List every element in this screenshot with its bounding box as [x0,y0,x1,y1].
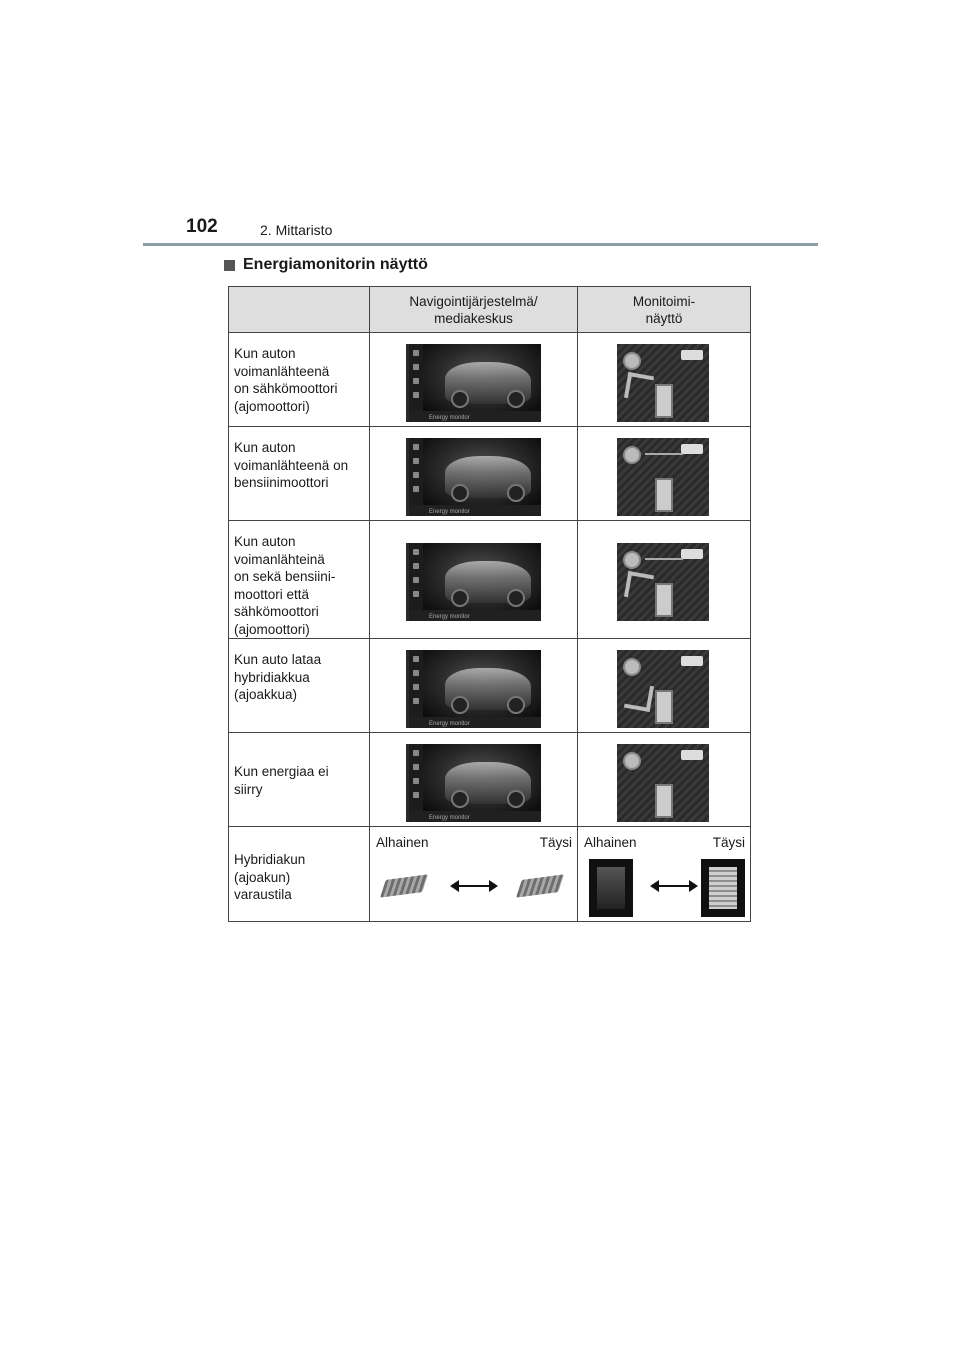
label-line: varaustila [234,887,292,902]
nav-battery-cell [370,827,578,922]
monitor-screen-cell [578,639,751,733]
label-line: sähkömoottori [234,604,319,619]
row-label [229,427,370,521]
monitor-battery-cell [578,827,751,922]
label-line: voimanlähteenä on [234,457,349,473]
battery-low-icon [380,874,428,897]
navigation-energy-monitor-image [406,543,541,621]
battery-low-icon [589,859,633,917]
label-line: (ajomoottori) [234,398,310,414]
page-number: 102 [186,216,218,237]
screen-caption: Energy monitor [429,509,470,515]
table-row [229,733,751,827]
screen-caption: Energy monitor [429,415,470,421]
full-label: Täysi [539,835,572,850]
row-label [229,827,370,922]
battery-full-icon [516,874,564,897]
label-line: Hybridiakun [234,852,306,867]
screen-caption: Energy monitor [429,721,470,727]
multi-display-energy-image [617,650,709,728]
navigation-energy-monitor-image [406,438,541,516]
multi-display-energy-image [617,344,709,422]
nav-screen-cell [370,333,578,427]
monitor-screen-cell [578,333,751,427]
table-header-row [229,287,751,333]
nav-screen-cell [370,733,578,827]
nav-screen-cell [370,427,578,521]
square-bullet-icon [224,260,235,271]
label-line: (ajoakkua) [234,687,298,702]
chapter-title: 2. Mittaristo [260,222,333,238]
multi-display-energy-image [617,543,709,621]
battery-full-icon [701,859,745,917]
table-row [229,333,751,427]
screen-caption: Energy monitor [429,815,470,821]
row-label [229,639,370,733]
low-label: Alhainen [584,835,637,850]
section-title-text: Energiamonitorin näyttö [243,256,428,273]
full-label: Täysi [712,835,745,850]
label-line: (ajomoottori) [234,621,310,637]
low-label: Alhainen [376,835,429,850]
table-row-battery [229,827,751,922]
label-line: (ajoakun) [234,869,291,885]
navigation-energy-monitor-image [406,650,541,728]
monitor-screen-cell [578,521,751,639]
header-navigation [370,287,578,333]
label-line: Kun auton [234,534,296,549]
navigation-energy-monitor-image [406,344,541,422]
label-line: hybridiakkua [234,669,310,685]
table-row [229,427,751,521]
header-empty-cell [229,287,370,333]
row-label [229,733,370,827]
header-nav-line2: mediakeskus [434,310,513,326]
double-arrow-icon [452,885,496,887]
nav-screen-cell [370,639,578,733]
energy-monitor-table [228,286,751,922]
header-mon-line2: näyttö [645,310,683,326]
table-row [229,639,751,733]
multi-display-energy-image [617,438,709,516]
header-nav-line1: Navigointijärjestelmä/ [409,293,538,309]
header-mon-line1: Monitoimi- [632,293,696,309]
monitor-screen-cell [578,427,751,521]
screen-caption: Energy monitor [429,614,470,620]
label-line: Kun auton [234,440,296,455]
table-row [229,521,751,639]
double-arrow-icon [652,885,696,887]
label-line: siirry [234,781,263,797]
header-divider [143,243,818,246]
label-line: Kun auto lataa [234,652,322,667]
navigation-energy-monitor-image [406,744,541,822]
label-line: Kun energiaa ei [234,764,329,779]
nav-screen-cell [370,521,578,639]
label-line: voimanlähteenä [234,363,330,379]
multi-display-energy-image [617,744,709,822]
label-line: bensiinimoottori [234,475,329,490]
row-label [229,333,370,427]
label-line: voimanlähteinä [234,551,325,567]
label-line: Kun auton [234,346,296,361]
monitor-screen-cell [578,733,751,827]
header-multi-display [578,287,751,333]
section-heading [224,256,428,274]
row-label [229,521,370,639]
label-line: on sähkömoottori [234,381,338,396]
label-line: on sekä bensiini- [234,569,336,584]
label-line: moottori että [234,586,310,602]
